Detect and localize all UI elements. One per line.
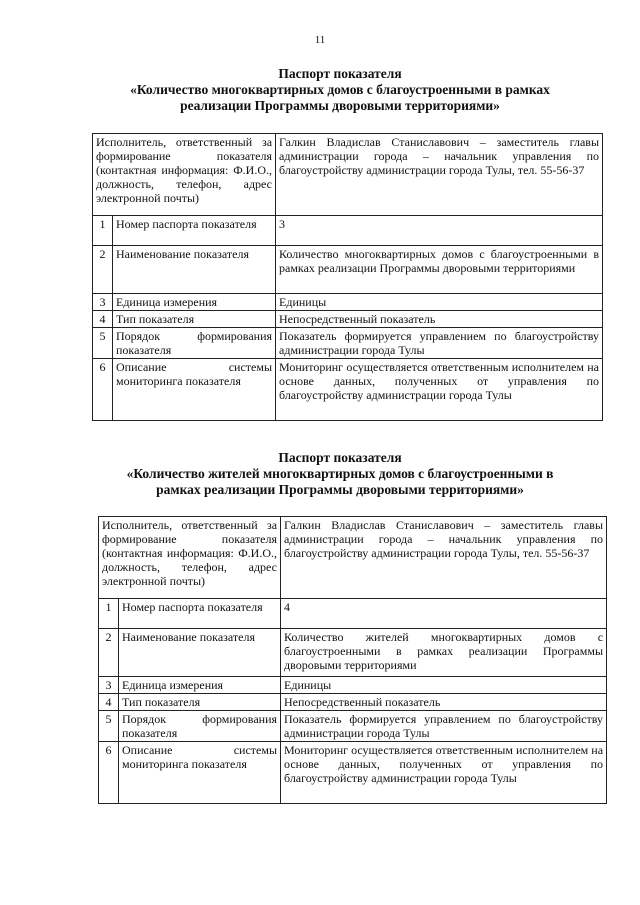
table-row [93,359,603,421]
table-row [93,294,603,311]
row-value: Количество жителей многоквартирных домов с благоустроенными в рамках реализации Программы дворовыми территориями [281,629,607,677]
row-label: Порядок формирования показателя [119,711,281,742]
table-row [93,328,603,359]
executor-label: Исполнитель, ответственный за формирование показателя (контактная информация: Ф.И.О., должность, телефон, адрес электронной почты) [93,134,276,216]
row-value: Количество многоквартирных домов с благоустроенными в рамках реализации Программы дворовыми территориями [276,246,603,294]
table-row [99,517,607,599]
row-number: 2 [93,246,113,294]
passport-2-title [60,450,620,498]
passport-2-title-line2: «Количество жителей многоквартирных домов с благоустроенными в [126,466,554,481]
row-value: Непосредственный показатель [281,694,607,711]
row-label: Тип показателя [113,311,276,328]
row-value: Непосредственный показатель [276,311,603,328]
row-number: 3 [99,677,119,694]
row-label: Наименование показателя [113,246,276,294]
executor-label: Исполнитель, ответственный за формирование показателя (контактная информация: Ф.И.О., должность, телефон, адрес электронной почты) [99,517,281,599]
row-number: 1 [93,216,113,246]
row-label: Единица измерения [113,294,276,311]
passport-2-title-line3: рамках реализации Программы дворовыми территориями» [156,482,524,497]
row-value: 4 [281,599,607,629]
passport-2-title-line1: Паспорт показателя [278,450,402,465]
row-value: Мониторинг осуществляется ответственным исполнителем на основе данных, полученных от управления по благоустройству администрации города Тулы [281,742,607,804]
page-number: 11 [314,34,326,46]
passport-1-title [60,66,620,114]
row-value: Единицы [281,677,607,694]
table-row [99,599,607,629]
table-row [99,711,607,742]
row-label: Номер паспорта показателя [113,216,276,246]
passport-1-title-line2: «Количество многоквартирных домов с благоустроенными в рамках [130,82,550,97]
row-label: Наименование показателя [119,629,281,677]
table-row [93,311,603,328]
row-number: 5 [99,711,119,742]
row-number: 4 [99,694,119,711]
row-value: Показатель формируется управлением по благоустройству администрации города Тулы [281,711,607,742]
passport-1-title-line1: Паспорт показателя [278,66,402,81]
row-value: Мониторинг осуществляется ответственным исполнителем на основе данных, полученных от управления по благоустройству администрации города Тулы [276,359,603,421]
executor-value: Галкин Владислав Станиславович – заместитель главы администрации города – начальник управления по благоустройству администрации города Тулы, тел. 55-56-37 [281,517,607,599]
row-number: 6 [93,359,113,421]
row-number: 2 [99,629,119,677]
row-label: Описание системы мониторинга показателя [119,742,281,804]
row-label: Номер паспорта показателя [119,599,281,629]
row-number: 4 [93,311,113,328]
row-label: Единица измерения [119,677,281,694]
table-row [99,629,607,677]
table-row [93,246,603,294]
row-number: 6 [99,742,119,804]
row-number: 5 [93,328,113,359]
row-value: Единицы [276,294,603,311]
row-label: Порядок формирования показателя [113,328,276,359]
table-row [93,216,603,246]
passport-2-table [98,516,607,804]
row-label: Тип показателя [119,694,281,711]
table-row [93,134,603,216]
row-number: 3 [93,294,113,311]
passport-1-title-line3: реализации Программы дворовыми территориями» [180,98,500,113]
table-row [99,742,607,804]
row-label: Описание системы мониторинга показателя [113,359,276,421]
executor-value: Галкин Владислав Станиславович – заместитель главы администрации города – начальник управления по благоустройству администрации города Тулы, тел. 55-56-37 [276,134,603,216]
row-number: 1 [99,599,119,629]
table-row [99,677,607,694]
table-row [99,694,607,711]
row-value: 3 [276,216,603,246]
passport-1-table [92,133,603,421]
row-value: Показатель формируется управлением по благоустройству администрации города Тулы [276,328,603,359]
